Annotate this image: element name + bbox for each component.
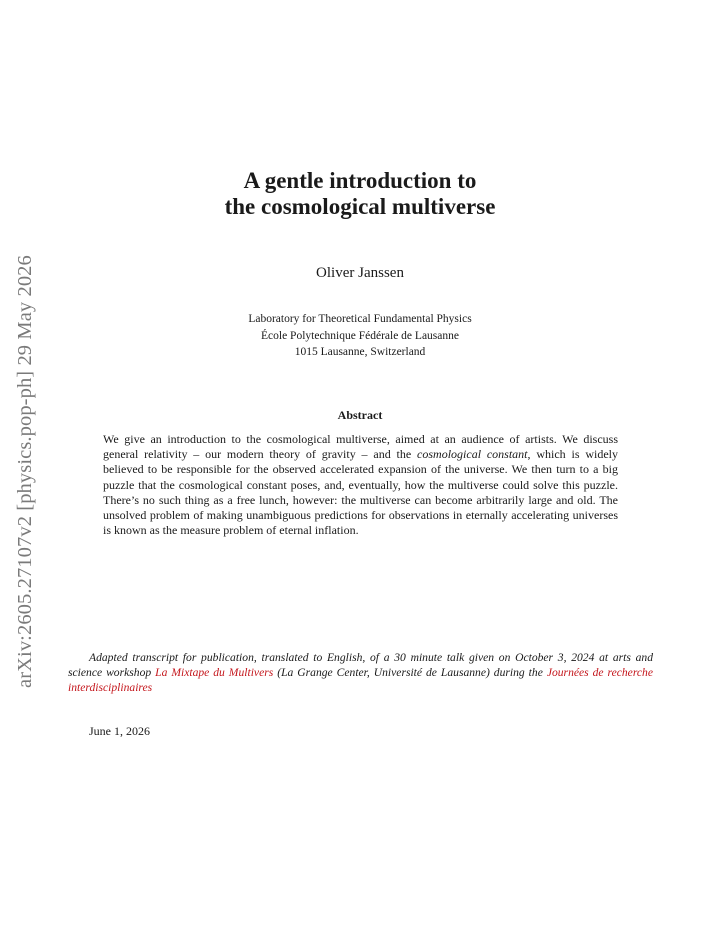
abstract-text-1: We give an introduction to the cosmological multiverse, aimed at an audience of artists. We discuss general relativity – our modern theory of gravity – and the xyxy=(103,432,618,462)
publication-date: June 1, 2026 xyxy=(89,724,150,738)
abstract-heading: Abstract xyxy=(337,408,383,422)
workshop-link[interactable]: La Mixtape du Multivers xyxy=(155,666,274,680)
title-line-2: the cosmological multiverse xyxy=(224,194,496,219)
author-name: Oliver Janssen xyxy=(316,265,404,281)
affiliation-institution: École Polytechnique Fédérale de Lausanne xyxy=(261,329,459,342)
journees-link[interactable]: Journées de recherche interdisciplinaires xyxy=(68,666,654,695)
paper-title xyxy=(0,168,720,220)
abstract-term-cosmological-constant: cosmological constant xyxy=(417,447,528,462)
affiliation-lab: Laboratory for Theoretical Fundamental Physics xyxy=(248,313,472,325)
publication-note xyxy=(68,650,653,696)
arxiv-identifier: arXiv:2605.27107v2 [physics.pop-ph] 29 May 2026 xyxy=(14,255,36,688)
abstract-text-2: , which is widely believed to be responsible for the observed accelerated expansion of the universe. We then turn to a big puzzle that the cosmological constant poses, and, eventually, how the multiverse could solve this puzzle. There’s no such thing as a free lunch, however: the multiverse can become arbitrarily large and old. The unsolved problem of making unambiguous predictions for observations in eternally accelerating universes is known as the measure problem of eternal inflation. xyxy=(103,447,618,538)
title-line-1: A gentle introduction to xyxy=(243,168,477,193)
abstract-body xyxy=(103,432,618,538)
note-text-1: Adapted transcript for publication, translated to English, of a 30 minute talk given on October 3, 2024 at arts and science workshop xyxy=(68,651,653,680)
affiliation-address: 1015 Lausanne, Switzerland xyxy=(294,346,426,358)
affiliation xyxy=(0,311,720,361)
note-text-2: (La Grange Center, Université de Lausanne) during the xyxy=(273,666,547,680)
